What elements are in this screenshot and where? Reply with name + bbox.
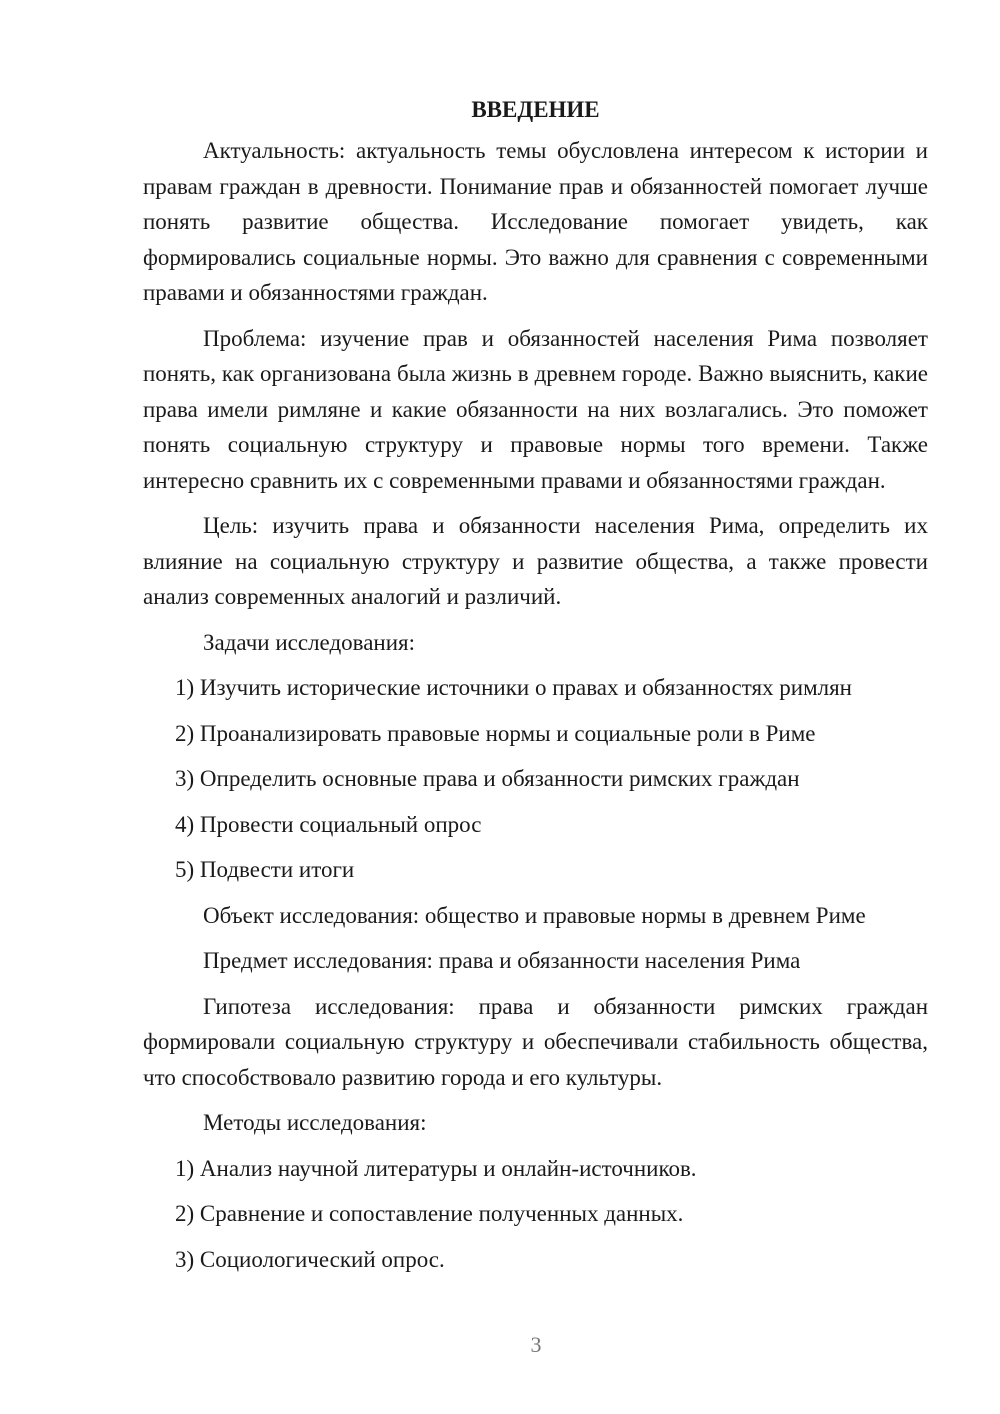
- subject-paragraph: Предмет исследования: права и обязанности населения Рима: [203, 948, 801, 973]
- task-item-2: 2) Проанализировать правовые нормы и социальные роли в Риме: [175, 720, 816, 746]
- method-item-2: 2) Сравнение и сопоставление полученных данных.: [175, 1201, 684, 1226]
- object-paragraph: Объект исследования: общество и правовые нормы в древнем Риме: [203, 902, 866, 928]
- problem-paragraph: Проблема: изучение прав и обязанностей населения Рима позволяет понять, как организована была жизнь в древнем городе. Важно выяснить, какие права имели римляне и какие обязанности на них возлагались. Это поможет понять социальную структуру и правовые нормы того времени. Также интересно сравнить их с современными правами и обязанностями граждан.: [143, 325, 928, 493]
- task-item-3: 3) Определить основные права и обязанности римских граждан: [175, 766, 800, 791]
- hypothesis-paragraph: Гипотеза исследования: права и обязанности римских граждан формировали социальную структуру и обеспечивали стабильность общества, что способствовало развитию города и его культуры.: [143, 993, 928, 1090]
- method-item-3: 3) Социологический опрос.: [175, 1246, 445, 1272]
- method-item-1: 1) Анализ научной литературы и онлайн-источников.: [175, 1155, 697, 1181]
- methods-heading: Методы исследования:: [203, 1110, 427, 1135]
- task-item-5: 5) Подвести итоги: [175, 857, 355, 882]
- section-title: ВВЕДЕНИЕ: [471, 97, 600, 122]
- goal-paragraph: Цель: изучить права и обязанности населения Рима, определить их влияние на социальную структуру и развитие общества, а также провести анализ современных аналогий и различий.: [143, 513, 928, 609]
- relevance-paragraph: Актуальность: актуальность темы обусловлена интересом к истории и правам граждан в древности. Понимание прав и обязанностей помогает лучше понять развитие общества. Исследование помогает увидеть, как формировались социальные нормы. Это важно для сравнения с современными правами и обязанностями граждан.: [143, 138, 928, 305]
- document-body: [143, 92, 928, 1287]
- tasks-heading: Задачи исследования:: [203, 629, 416, 655]
- page-number: 3: [530, 1332, 542, 1357]
- task-item-1: 1) Изучить исторические источники о правах и обязанностях римлян: [175, 675, 852, 700]
- task-item-4: 4) Провести социальный опрос: [175, 811, 482, 837]
